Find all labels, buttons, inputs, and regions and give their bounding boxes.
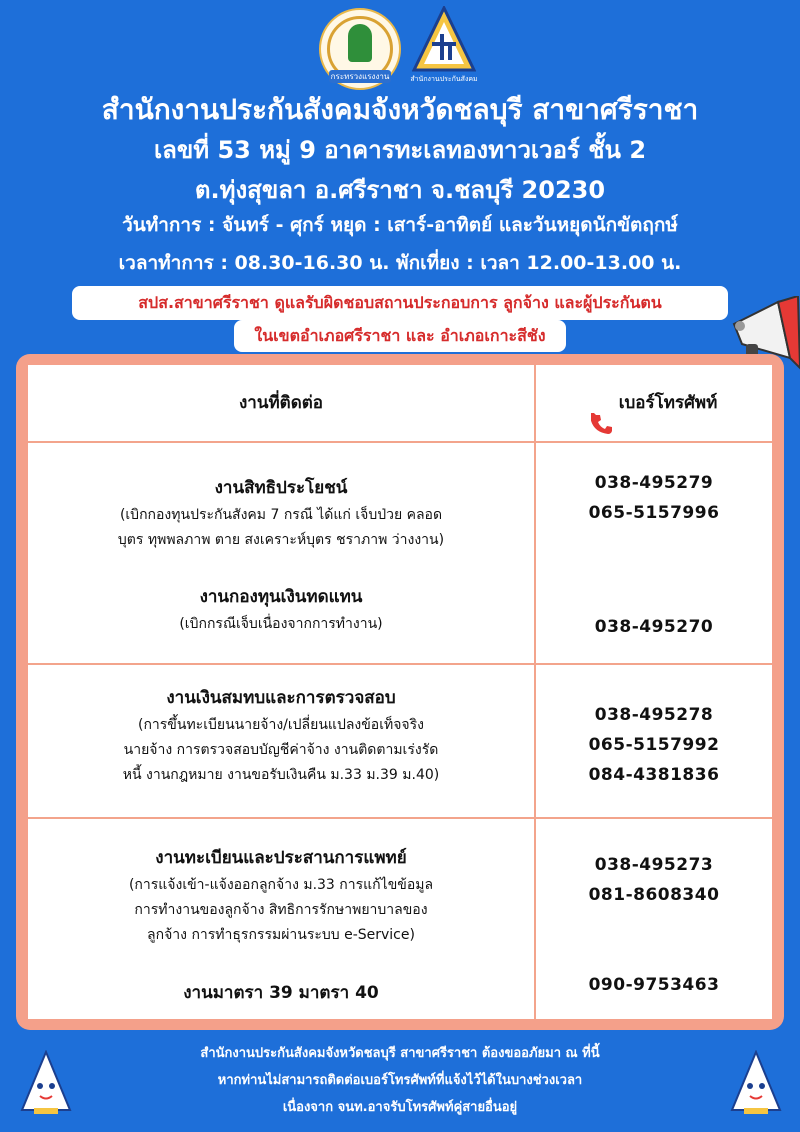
footer-line-3: เนื่องจาก จนท.อาจรับโทรศัพท์คู่สายอื่นอยู่ (282, 1100, 518, 1115)
phone-number[interactable]: 038-495270 (594, 617, 714, 637)
address-line-1: เลขที่ 53 หมู่ 9 อาคารทะเลทองทาวเวอร์ ชั้น 2 (153, 136, 647, 164)
header-task: งานที่ติดต่อ (238, 393, 323, 413)
ministry-logo-caption: กระทรวงแรงงาน (330, 72, 390, 81)
row-divider (28, 441, 772, 443)
phone-number[interactable]: 090-9753463 (588, 975, 720, 995)
section-benefits-title: งานสิทธิประโยชน์ (214, 478, 348, 498)
section-benefits-desc: (เบิกกองทุนประกันสังคม 7 กรณี ได้แก่ เจ็บป่วย คลอด (119, 507, 443, 523)
mascot-icon (730, 1050, 782, 1114)
social-security-office-logo (404, 6, 484, 88)
section-contributions-title: งานเงินสมทบและการตรวจสอบ (166, 688, 396, 708)
phone-number[interactable]: 065-5157992 (588, 735, 720, 755)
column-divider (534, 365, 536, 1019)
ministry-of-labour-logo (319, 8, 401, 90)
section-registration-desc: (การแจ้งเข้า-แจ้งออกลูกจ้าง ม.33 การแก้ไขข้อมูล (128, 877, 434, 893)
jurisdiction-notice-line-2: ในเขตอำเภอศรีราชา และ อำเภอเกาะสีชัง (234, 320, 566, 352)
section-registration-desc: การทำงานของลูกจ้าง สิทธิการรักษาพยาบาลของ (134, 902, 428, 918)
section-contributions-desc: (การขึ้นทะเบียนนายจ้าง/เปลี่ยนแปลงข้อเท็จจริง (137, 717, 424, 733)
section-contributions-desc: นายจ้าง การตรวจสอบบัญชีค่าจ้าง งานติดตามเร่งรัด (123, 742, 439, 758)
seal-figure (348, 24, 372, 62)
section-registration-desc: ลูกจ้าง การทำธุรกรรมผ่านระบบ e-Service) (147, 927, 415, 943)
row-divider (28, 817, 772, 819)
section-contributions-desc: หนี้ งานกฎหมาย งานขอรับเงินคืน ม.33 ม.39 ม.40) (122, 767, 440, 783)
phone-number[interactable]: 038-495273 (594, 855, 714, 875)
apology-footer (0, 1040, 800, 1121)
section-article39-40-title: งานมาตรา 39 มาตรา 40 (183, 983, 379, 1003)
working-days: วันทำการ : จันทร์ - ศุกร์ หยุด : เสาร์-อาทิตย์ และวันหยุดนักขัตฤกษ์ (122, 214, 678, 236)
section-benefits-desc: บุตร ทุพพลภาพ ตาย สงเคราะห์บุตร ชราภาพ ว่างงาน) (117, 532, 445, 548)
contact-table (16, 354, 784, 1030)
sso-logo-caption: สำนักงานประกันสังคม (410, 75, 478, 83)
jurisdiction-notice-line-1: สปส.สาขาศรีราชา ดูแลรับผิดชอบสถานประกอบการ ลูกจ้าง และผู้ประกันตน (72, 286, 728, 320)
section-registration-title: งานทะเบียนและประสานการแพทย์ (155, 848, 407, 868)
phone-number[interactable]: 065-5157996 (588, 503, 720, 523)
address-line-2: ต.ทุ่งสุขลา อ.ศรีราชา จ.ชลบุรี 20230 (194, 176, 606, 204)
phone-number[interactable]: 038-495278 (594, 705, 714, 725)
footer-line-2: หากท่านไม่สามารถติดต่อเบอร์โทรศัพท์ที่แจ้งไว้ได้ในบางช่วงเวลา (217, 1073, 583, 1088)
working-hours: เวลาทำการ : 08.30-16.30 น. พักเที่ยง : เวลา 12.00-13.00 น. (118, 252, 682, 274)
phone-number[interactable]: 084-4381836 (588, 765, 720, 785)
footer-line-1: สำนักงานประกันสังคมจังหวัดชลบุรี สาขาศรีราชา ต้องขออภัยมา ณ ที่นี้ (200, 1046, 600, 1061)
phone-number[interactable]: 081-8608340 (588, 885, 720, 905)
header-phone (536, 365, 772, 441)
contact-table-body (28, 365, 772, 1019)
office-title: สำนักงานประกันสังคมจังหวัดชลบุรี สาขาศรีราชา (101, 93, 699, 126)
phone-icon (591, 392, 613, 414)
logo-bar (0, 6, 800, 88)
phone-number[interactable]: 038-495279 (594, 473, 714, 493)
section-compensation-desc: (เบิกกรณีเจ็บเนื่องจากการทำงาน) (179, 616, 383, 632)
section-compensation-title: งานกองทุนเงินทดแทน (199, 587, 363, 607)
row-divider (28, 663, 772, 665)
header-phone-label: เบอร์โทรศัพท์ (618, 393, 718, 413)
sso-triangle-icon (412, 6, 476, 72)
